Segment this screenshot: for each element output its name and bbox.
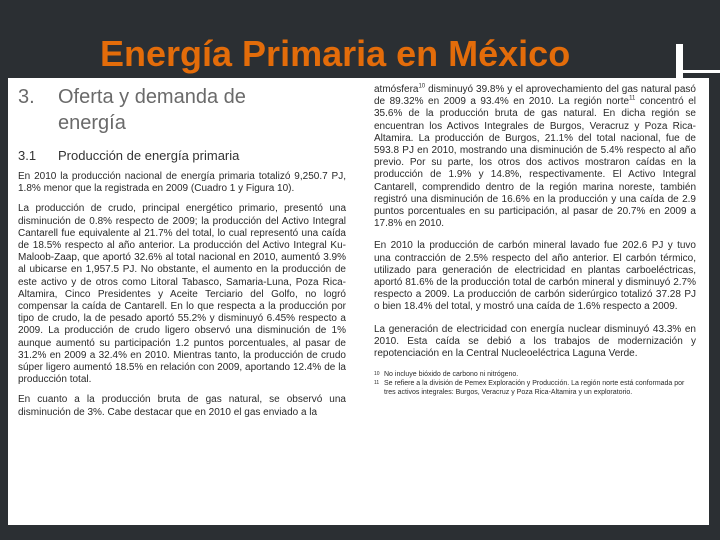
paragraph: La producción de crudo, principal energético primario, presentó una disminución de 0.8% respecto de 2009; la producción del Activo Integral Cantarell fue equivalente al 21.7% del total, lo cual representó una caída de 18.5% respecto al año anterior. La producción del Activo Integral Ku-Maloob-Zaap, que aportó 32.6% al total nacional en 2010, aumentó 3.9% al ubicarse en 1,957.5 PJ. No obstante, el aumento en la producción de este activo y de otros como Litoral Tabasco, Samaria-Luna, Poza Rica-Altamira, Cinco Presidentes y Aceite Terciario del Golfo, no logró compensar la caída de Cantarell. En lo que respecta a la producción por tipo de crudo, la de pesado aportó 55.2% y disminuyó 6.45% respecto a 2009. La producción de crudo ligero observó una disminución de 1% aunque aumentó su participación 1.2 puntos porcentuales, al pasar de 31.2% en 2009 a 32.4% en 2010. Mientras tanto, la producción de crudo súper ligero aumentó 18.5% en relación con 2009, aportando 12.4% de la producción total.	[18, 203, 346, 386]
paragraph-text: disminuyó 39.8% y el aprovechamiento del gas natural pasó de 89.32% en 2009 a 93.4% en 2010. La región norte	[374, 84, 696, 108]
subsection-title: Producción de energía primaria	[58, 148, 240, 163]
footnote-text: No incluye bióxido de carbono ni nitrógeno.	[384, 371, 519, 379]
footnote	[374, 370, 696, 379]
footnote-text: Se refiere a la división de Pemex Exploración y Producción. La región norte está conformada por tres activos integrales: Burgos, Veracruz y Poza Rica-Altamira y un exploratorio.	[384, 380, 685, 397]
footnote-mark: 11	[374, 380, 380, 387]
accent-line	[683, 70, 720, 73]
document-scan	[8, 78, 709, 525]
footnotes	[374, 370, 696, 397]
paragraph: En 2010 la producción nacional de energía primaria totalizó 9,250.7 PJ, 1.8% menor que la registrada en 2009 (Cuadro 1 y Figura 10).	[18, 171, 346, 195]
section-heading	[18, 84, 346, 136]
footnote	[374, 379, 696, 397]
right-column	[374, 78, 696, 397]
paragraph-text: atmósfera	[374, 84, 419, 95]
paragraph: En cuanto a la producción bruta de gas natural, se observó una disminución de 3%. Cabe destacar que en 2010 el gas enviado a la	[18, 394, 346, 418]
paragraph: La generación de electricidad con energía nuclear disminuyó 43.3% en 2010. Esta caída se debió a los trabajos de modernización y repotenciación en la Central Nucleoeléctrica Laguna Verde.	[374, 323, 696, 360]
footnote-mark: 10	[374, 371, 380, 378]
paragraph: En 2010 la producción de carbón mineral lavado fue 202.6 PJ y tuvo una contracción de 2.5% respecto del año anterior. El carbón térmico, utilizado para generación de electricidad en plantas carboeléctricas, aportó 81.6% de la producción total de carbón mineral y disminuyó 2.7% respecto a 2009. La producción de carbón siderúrgico totalizó 37.28 PJ o bien 18.4% del total, y mostró una caída de 1.6% respecto a 2009.	[374, 240, 696, 313]
section-title-line1: Oferta y demanda de	[58, 86, 246, 108]
subsection-heading	[18, 148, 346, 163]
section-number: 3.	[18, 86, 35, 108]
footnote-ref: 11	[629, 95, 636, 102]
paragraph-text: concentró el 35.6% de la producción bruta de gas natural. En dicha región se encuentran los Activos Integrales de Burgos, Veracruz y Poza Rica-Altamira. La producción de Burgos, 21.1% del total nacional, fue de 593.8 PJ en 2010, mostrando una disminución de 5.4% respecto al año previo. Por su parte, los otros dos activos mostraron caídas en la producción de 1.9% y 14.8%, respectivamente. El Activo Integral Cantarell, comprendido dentro de la región marina noreste, también registró una disminución de 16.6% en la producción y una caída de 2.9 puntos porcentuales en su participación, al pasar de 20.7% en 2009 a 17.8% en 2010.	[374, 96, 696, 230]
paragraph	[374, 84, 696, 230]
footnote-ref: 10	[418, 83, 426, 90]
left-column	[18, 78, 346, 427]
slide-title: Energía Primaria en México	[100, 33, 571, 74]
subsection-number: 3.1	[18, 148, 37, 163]
section-title-line2: energía	[58, 112, 126, 134]
